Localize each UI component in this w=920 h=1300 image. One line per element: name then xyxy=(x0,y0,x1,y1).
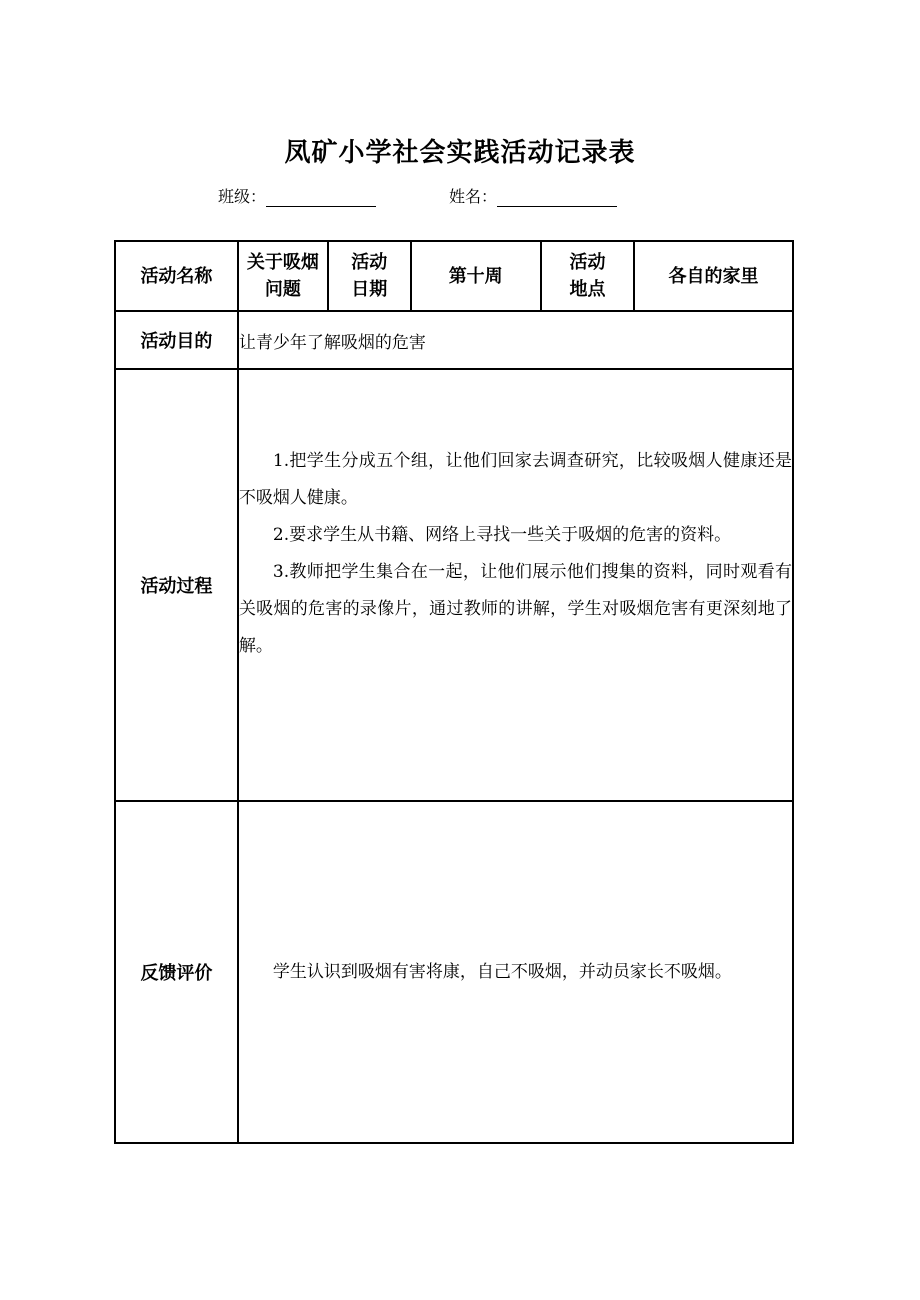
process-item-1: 1.把学生分成五个组，让他们回家去调查研究，比较吸烟人健康还是不吸烟人健康。 xyxy=(238,451,792,508)
document-title: 凤矿小学社会实践活动记录表 xyxy=(284,138,636,168)
process-label: 活动过程 xyxy=(115,369,238,801)
name-label: 姓名： xyxy=(449,187,498,206)
class-label: 班级： xyxy=(218,187,267,206)
activity-name-value: 关于吸烟问题 xyxy=(238,241,328,311)
process-item-2: 2.要求学生从书籍、网络上寻找一些关于吸烟的危害的资料。 xyxy=(272,525,732,545)
activity-date-label: 活动日期 xyxy=(328,241,411,311)
activity-location-label: 活动地点 xyxy=(541,241,634,311)
purpose-label: 活动目的 xyxy=(115,311,238,369)
purpose-row xyxy=(115,311,793,369)
name-blank-line xyxy=(497,188,617,207)
purpose-text: 让青少年了解吸烟的危害 xyxy=(238,311,793,369)
process-row xyxy=(115,369,793,801)
class-field xyxy=(218,184,376,207)
class-blank-line xyxy=(266,188,376,207)
feedback-text: 学生认识到吸烟有害将康，自己不吸烟，并动员家长不吸烟。 xyxy=(272,961,732,982)
activity-name-label: 活动名称 xyxy=(115,241,238,311)
header-row xyxy=(115,241,793,311)
activity-date-value: 第十周 xyxy=(411,241,541,311)
process-item-3: 3.教师把学生集合在一起，让他们展示他们搜集的资料，同时观看有关吸烟的危害的录像片，通过教师的讲解，学生对吸烟危害有更深刻地了解。 xyxy=(238,562,792,656)
activity-location-value: 各自的家里 xyxy=(634,241,793,311)
name-field xyxy=(449,184,617,207)
feedback-row xyxy=(115,801,793,1143)
feedback-content xyxy=(238,801,793,1143)
activity-record-table xyxy=(114,240,794,1144)
feedback-label: 反馈评价 xyxy=(115,801,238,1143)
process-content xyxy=(238,369,793,801)
